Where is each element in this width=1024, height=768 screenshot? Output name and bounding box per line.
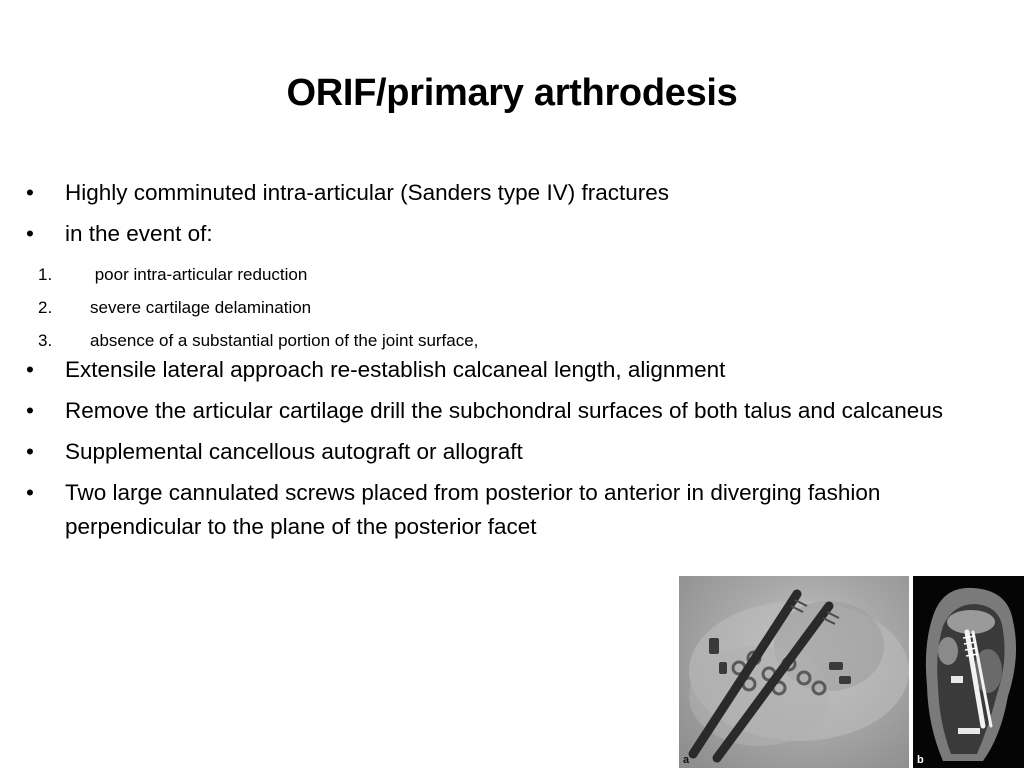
lateral-radiograph-drawing <box>679 576 909 768</box>
numbered-item <box>26 258 986 291</box>
item-number: 1. <box>38 265 53 284</box>
ct-scan-image <box>913 576 1024 768</box>
ct-scan-drawing <box>913 576 1024 768</box>
item-text: severe cartilage delamination <box>90 298 312 317</box>
image-label-a: a <box>683 754 690 766</box>
item-text: absence of a substantial portion of the joint surface, <box>90 331 479 350</box>
radiograph-images <box>679 576 1024 768</box>
bullet-item: • Extensile lateral approach re-establish calcaneal length, alignment <box>26 353 986 387</box>
bullet-item: • Remove the articular cartilage drill the subchondral surfaces of both talus and calcaneus <box>26 394 986 428</box>
image-label-b: b <box>917 754 924 766</box>
bullet-item <box>26 217 986 251</box>
item-text: poor intra-articular reduction <box>90 265 308 284</box>
numbered-sublist <box>26 258 986 357</box>
numbered-item <box>26 291 986 324</box>
bullet-item: • Two large cannulated screws placed from posterior to anterior in diverging fashion perpendicular to the plane of the posterior facet <box>26 476 986 544</box>
slide-title: ORIF/primary arthrodesis <box>286 72 738 114</box>
item-number: 2. <box>38 298 53 317</box>
numbered-sublist-container <box>26 258 986 357</box>
bullet-item: • Highly comminuted intra-articular (Sanders type IV) fractures <box>26 176 986 210</box>
bullet-item: • Supplemental cancellous autograft or allograft <box>26 435 986 469</box>
item-number: 3. <box>38 331 53 350</box>
bullet-list <box>26 176 986 551</box>
lateral-radiograph-image <box>679 576 909 768</box>
bullet-text: in the event of: <box>65 221 213 246</box>
